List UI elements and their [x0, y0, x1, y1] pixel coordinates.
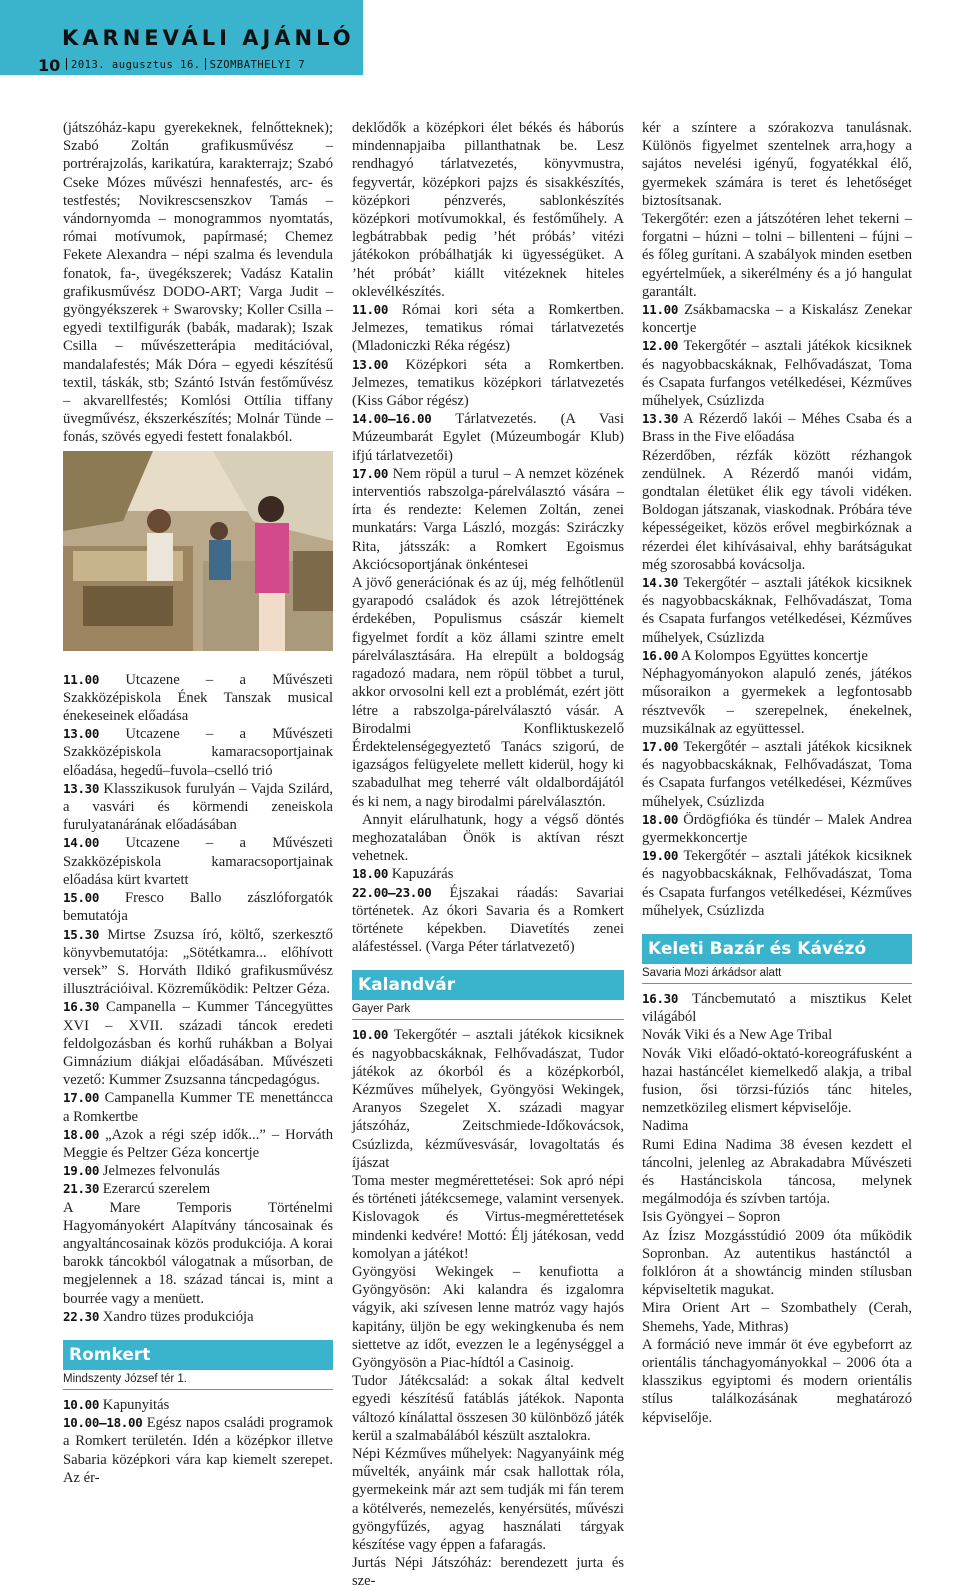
schedule-item	[63, 926, 333, 999]
paragraph: Tekergőtér: ezen a játszótéren lehet tekerni – forgatni – húzni – tolni – billenteni – fújni – és főleg gurítani. A szabályok minden esetben egyértelműek, a sikerélmény és a jó hangulat garantált.	[642, 211, 912, 300]
time-label: 16.00	[642, 647, 679, 663]
item-text: Mirtse Zsuzsa író, költő, szerkesztő könyvbemutatója: „Sötétkamra... előhívott versek” S. Horváth Ildikó grafikusművész illusztrációival. Közreműködik: Peltzer Géza.	[63, 926, 333, 998]
time-label: 13.30	[642, 411, 679, 427]
venue-heading-keleti-bazar: Keleti Bazár és Kávézó	[642, 934, 912, 964]
paragraph: A formáció neve immár öt éve egybeforrt az orientális tánchagyományokkal – 2006 óta a klasszikus egyiptomi és modern orientális stílus találkozásának meghatározó képviselője.	[642, 1336, 912, 1426]
exhibitor-list: (játszóház-kapu gyerekeknek, felnőtteknek); Szabó Zoltán grafikusművész – portrérajzolás, karikatúra, karakterrajz; Szabó Cseke Mózes művészi hennafestés, arc- és testfestés; Novikrescsenszkov Tamás – vándornyomda – monogrammos nyomtatás, római motívumok, papírmasé; Chemez Fekete Alexandra – népi szalma és levendula fonatok, fa-, üvegékszerek; Vadász Katalin grafikusművész DODO-ART; Varga Judit – gyöngyékszerek + Swarovsky; Koller Csilla – egyedi textilfigurák (babák, madarak); Iszak Csilla – művészetterápia meditációval, mandalafestés; Mák Dóra – egyedi készítésű textil, táskák, stb; Szántó István festőművész – akvarellfestés; Komlósi Ottília tiffany üvegművész, ékszerkészítés; Molnár Tünde – fonás, szövés egyedi festett fonalakból.	[63, 120, 333, 446]
schedule-item	[63, 998, 333, 1089]
paragraph: Mira Orient Art – Szombathely (Cerah, Shemehs, Yade, Mithras)	[642, 1300, 912, 1335]
time-label: 16.30	[63, 999, 100, 1015]
time-label: 18.00	[642, 811, 679, 827]
paragraph: Gyöngyösi Wekingek – kenufiotta a Gyöngyösön: Aki kalandra és izgalomra vágyik, aki szívesen lenne matróz vagy hajós kapitány, üljön be egy wekingkenuba és nem siettetve az időt, evezzen le a legénységgel a Gyöngyösön a Piac-hídtól a Casinoig.	[352, 1263, 624, 1371]
schedule-item	[352, 410, 624, 465]
schedule-item	[642, 647, 912, 665]
schedule-item	[63, 1414, 333, 1487]
time-label: 13.30	[63, 780, 100, 796]
venue-heading-romkert: Romkert	[63, 1340, 333, 1370]
paragraph: Toma mester megmérettetései: Sok apró népi és történeti játékcsemege, valamint versenyek. Kislovagok és Virtus-megmérettetések mindenki kedvére! Mottó: Élj játékosan, vedd komolyan a játékot!	[352, 1172, 624, 1262]
paragraph: Isis Gyöngyei – Sopron	[642, 1209, 781, 1226]
venue-address: Savaria Mozi árkádsor alatt	[642, 964, 912, 984]
schedule-item	[63, 725, 333, 780]
paragraph: Annyit elárulhatunk, hogy a végső döntés meghozatalában Önök is aktívan részt vehetnek.	[352, 811, 624, 865]
time-label: 18.00	[352, 866, 389, 882]
paragraph: Rézerdőben, rézfák között rézhangok zendülnek. A Rézerdő manói vidám, gondtalan életüket élik egy távoli vidéken. Boldogan játszanak, viaskodnak. Próbára téve képességeiket, közös erővel megbirkóznak a rézerdei élet kihívásaival, ehhy barátságukat még szorosabbá kovácsolja.	[642, 447, 912, 573]
time-label: 15.00	[63, 890, 100, 906]
time-label: 14.00–16.00	[352, 411, 432, 427]
column-1	[63, 119, 333, 1487]
item-text: „Azok a régi szép idők...” – Horváth Meggie és Peltzer Géza koncertje	[63, 1126, 333, 1161]
column-3	[642, 119, 912, 1427]
item-text: Tekergőtér – asztali játékok kicsiknek és nagyobbacskáknak, Felhővadászat, Toma és Csapata furfangos vetélkedései, Kézműves műhelyek, Csúzlizda	[642, 338, 912, 410]
time-label: 13.00	[63, 726, 100, 742]
time-label: 17.00	[63, 1090, 100, 1106]
schedule-item	[352, 465, 624, 574]
time-label: 10.00	[352, 1027, 389, 1043]
time-label: 15.30	[63, 926, 100, 942]
schedule-item	[642, 301, 912, 337]
market-stalls-photo	[63, 451, 333, 651]
folio-separator	[66, 58, 67, 70]
folio	[62, 58, 305, 71]
column-2	[352, 119, 624, 1591]
venue-heading-kalandvar: Kalandvár	[352, 970, 624, 1000]
time-label: 22.00–23.00	[352, 884, 432, 900]
item-text: Ezerarcú szerelem	[102, 1181, 211, 1198]
venue-address: Gayer Park	[352, 1000, 624, 1020]
schedule-item	[63, 1180, 333, 1198]
item-text: Kapuzárás	[391, 866, 454, 883]
time-label: 14.00	[63, 835, 100, 851]
item-text: Tekergőtér – asztali játékok kicsiknek és nagyobbacskáknak, Felhővadászat, Toma és Csapata furfangos vetélkedései, Kézműves műhelyek, Csúzlizda	[642, 848, 912, 919]
mare-temporis-paragraph: A Mare Temporis Történelmi Hagyományokért Alapítvány táncosainak és angyaltáncosainak közös produkciója. A korai barokk táncokból válogatnak a műsorban, de megjelennek a 18. század táncai is, mint a bourrée vagy a menüett.	[63, 1199, 333, 1307]
item-text: Tekergőtér – asztali játékok kicsiknek és nagyobbacskáknak, Felhővadászat, Toma és Csapata furfangos vetélkedései, Kézműves műhelyek, Csúzlizda	[642, 738, 912, 810]
page-number: 10	[38, 56, 61, 75]
item-text: Utcazene – a Művészeti Szakközépiskola kamaracsoportjainak előadása, hegedű–fuvola–cselló trió	[63, 726, 333, 779]
time-label: 11.00	[352, 302, 389, 318]
item-text: Zsákbamacska – a Kiskalász Zenekar koncertje	[642, 302, 912, 337]
schedule-item	[642, 738, 912, 811]
schedule-item	[352, 884, 624, 957]
paragraph: deklődők a középkori élet békés és háborús mindennapjaiba pillanthatnak be. Lesz rendhagyó tárlatvezetés, könyvmustra, fegyvertár, középkori pajzs és sisakkészítés, középkori pénzverés, sablonkészítés középkori motívumokkal, és festőműhely. A legbátrabbak pedig ’hét próbás’ vitézi játékokon próbálhatják ki ügyességüket. A ’hét próbát’ kiállt vitézeknek hiteles oklevélkészítés.	[352, 120, 624, 300]
schedule-item	[642, 847, 912, 920]
item-text: Xandro tüzes produkciója	[102, 1308, 254, 1325]
item-text: Tekergőtér – asztali játékok kicsiknek és nagyobbacskáknak, Felhővadászat, Tudor játékok az ókorból és a középkorból, Kézműves műhelyek, Gyöngyösi Wekingek, Aranyos Szegelet X. századi magyar játszóház, Zeitschmiede-Időkovácsok, Csúzlizda, kézművesvásár, lovagoltatás és íjászat	[352, 1027, 625, 1171]
item-text: Táncbemutató a misztikus Kelet világából	[642, 990, 912, 1026]
schedule-item	[352, 356, 624, 411]
item-text: Római kori séta a Romkertben. Jelmezes, tematikus római tárlatvezetés (Mladoniczki Réka régész)	[352, 302, 624, 355]
schedule-item	[642, 410, 912, 446]
schedule-item	[352, 301, 624, 356]
time-label: 11.00	[63, 671, 100, 687]
item-text: Ördögfióka és tündér – Malek Andrea gyermekkoncertje	[642, 811, 912, 846]
schedule-item	[63, 1308, 333, 1326]
publication-name: SZOMBATHELYI 7	[209, 59, 306, 71]
time-label: 17.00	[642, 738, 679, 754]
time-label: 21.30	[63, 1181, 100, 1197]
item-text: Fresco Ballo zászlóforgatók bemutatója	[63, 890, 333, 925]
schedule-item	[63, 671, 333, 726]
item-text: Utcazene – a Művészeti Szakközépiskola Ének Tanszak musical énekeseinek előadása	[63, 671, 333, 725]
paragraph: Novák Viki és a New Age Tribal	[642, 1027, 833, 1044]
section-title: KARNEVÁLI AJÁNLÓ	[62, 26, 355, 50]
schedule-item	[63, 1089, 333, 1125]
schedule-item	[63, 834, 333, 889]
item-text: Campanella Kummer TE menettáncca a Romkertbe	[63, 1090, 333, 1125]
paragraph: Néphagyományokon alapuló zenés, játékos műsoraikon a gyermekek a legfontosabb résztvevők – szerepelnek, énekelnek, muzsikálnak az együttessel.	[642, 666, 912, 737]
item-text: Középkori séta a Romkertben. Jelmezes, tematikus középkori tárlatvezetés (Kiss Gábor régész)	[352, 356, 624, 410]
item-text: A Kolompos Együttes koncertje	[680, 647, 868, 664]
schedule-item	[642, 990, 912, 1026]
time-label: 13.00	[352, 356, 389, 372]
schedule-item	[63, 1162, 333, 1180]
schedule-item	[63, 1396, 333, 1414]
schedule-item	[63, 780, 333, 835]
schedule-item	[352, 865, 624, 883]
paragraph: Tudor Játékcsalád: a sokak által kedvelt egyedi készítésű fatáblás játékok. Naponta változó kínálattal összesen 30 különböző játék kerül a szalmabálából készült asztalokra.	[352, 1373, 624, 1444]
folio-separator	[205, 58, 206, 70]
item-text: Utcazene – a Művészeti Szakközépiskola kamaracsoportjainak előadása kürt kvartett	[63, 835, 333, 888]
item-text: A Rézerdő lakói – Méhes Csaba és a Brass in the Five előadása	[642, 411, 913, 446]
item-text: Campanella – Kummer Táncegyüttes XVI – XVII. századi táncok eredeti feldolgozásban és korhű ruhákban a Bolyai Gimnázium diákjai előadásában. Művészeti vezető: Kummer Zsuzsanna táncpedagógus.	[63, 999, 333, 1089]
time-label: 14.30	[642, 575, 679, 591]
issue-date: 2013. augusztus 16.	[71, 59, 201, 71]
time-label: 18.00	[63, 1126, 100, 1142]
time-label: 16.30	[642, 990, 679, 1006]
paragraph: kér a színtere a szórakozva tanulásnak. Különös figyelmet szentelnek arra,hogy a sajátos nevelési igényű, fogyatékkal élő, gyermekek számára is teret és lehetőséget biztosítsanak.	[642, 120, 912, 209]
time-label: 10.00	[63, 1396, 100, 1412]
time-label: 11.00	[642, 302, 679, 318]
time-label: 19.00	[642, 848, 679, 864]
paragraph: Népi Kézműves műhelyek: Nagyanyáink még művelték, anyáink már csak hallottak róla, gyermekeink már azt sem tudják mi fán terem a kötélverés, nemezelés, kenyérsütés, művészi gyöngyfűzés, agyag használati tárgyak készítése vagy éppen a fafaragás.	[352, 1446, 624, 1554]
time-label: 12.00	[642, 338, 679, 354]
schedule-item	[642, 574, 912, 647]
venue-address: Mindszenty József tér 1.	[63, 1370, 333, 1390]
paragraph: Az Ízisz Mozgásstúdió 2009 óta működik Sopronban. Az autentikus hastánctól a folklóron át a showtáncig minden stílusban képviseltetik magukat.	[642, 1227, 912, 1299]
paragraph: Novák Viki előadó-oktató-koreográfusként a hazai hastáncélet kiemelkedő alakja, a tribal fusion, ősi törzsi-fúziós tánc hiteles, nemzetközileg elismert képviselője.	[642, 1045, 912, 1117]
schedule-item	[63, 1126, 333, 1162]
time-label: 22.30	[63, 1308, 100, 1324]
paragraph: Rumi Edina Nadima 38 évesen kezdett el táncolni, jelenleg az Abrakadabra Művészeti és Hastánciskola táncosa, melynek megálmodója és szívben tartója.	[642, 1136, 912, 1208]
item-text: Jelmezes felvonulás	[102, 1163, 220, 1180]
schedule-item	[642, 337, 912, 410]
schedule-item	[642, 811, 912, 847]
item-text: Tárlatvezetés. (A Vasi Múzeumbarát Egylet (Múzeumbogár Klub) ifjú tárlatvezetői)	[352, 411, 624, 464]
paragraph: A jövő generációnak és az új, még felhőtlenül gyarapodó családok és azok létrejöttének érdekében, Populismus császár kiemelt figyelmet fordít a köz állami szintre emelt párelválasztására. Ha elrepült a boldogság ragadozó madara, nem röpül többet a turul, akkor orvosolni kell ezt a problémát, ezért jött létre a rabszolga-párelválasztó vásár. A Birodalmi Konfliktuskezelő Érdektelenségegyeztető Tanács szigorú, de igazságos felügyelete mellett kiderül, hogy ki szabadulhat meg teherré vált oldalbordájától és ki nem, a nagy birodalmi párelválasztón.	[352, 575, 624, 810]
item-text: Éjszakai ráadás: Savariai történetek. Az ókori Savaria és a Romkert története képekben. Diavetítés zenei aláfestéssel. (Varga Péter tárlatvezető)	[352, 884, 624, 956]
paragraph: Jurtás Népi Játszóház: berendezett jurta és sze-	[352, 1555, 624, 1590]
paragraph: Nadima	[642, 1118, 689, 1135]
time-label: 19.00	[63, 1163, 100, 1179]
item-text: Nem röpül a turul – A nemzet közének interventiós rabszolga-párelválasztó vására – írta és rendezte: Kelemen Zoltán, zenei munkatárs: Varga László, mozgás: Sziráczky Rita, játsszák: a Romkert Egoismus Akciócsoportjának önkéntesei	[352, 465, 625, 573]
item-text: Klasszikusok furulyán – Vajda Szilárd, a vasvári és körmendi zeneiskola furulyatanárának előadásában	[63, 780, 334, 834]
item-text: Tekergőtér – asztali játékok kicsiknek és nagyobbacskáknak, Felhővadászat, Toma és Csapata furfangos vetélkedései, Kézműves műhelyek, Csúzlizda	[642, 575, 912, 646]
time-label: 17.00	[352, 465, 389, 481]
schedule-item	[63, 889, 333, 925]
item-text: Egész napos családi programok a Romkert területén. Idén a középkor illetve Sabaria középkori vára kap kiemelt szerepet. Az ér-	[63, 1415, 333, 1486]
time-label: 10.00–18.00	[63, 1415, 143, 1431]
schedule-item	[352, 1026, 624, 1172]
item-text: Kapunyitás	[102, 1396, 170, 1413]
